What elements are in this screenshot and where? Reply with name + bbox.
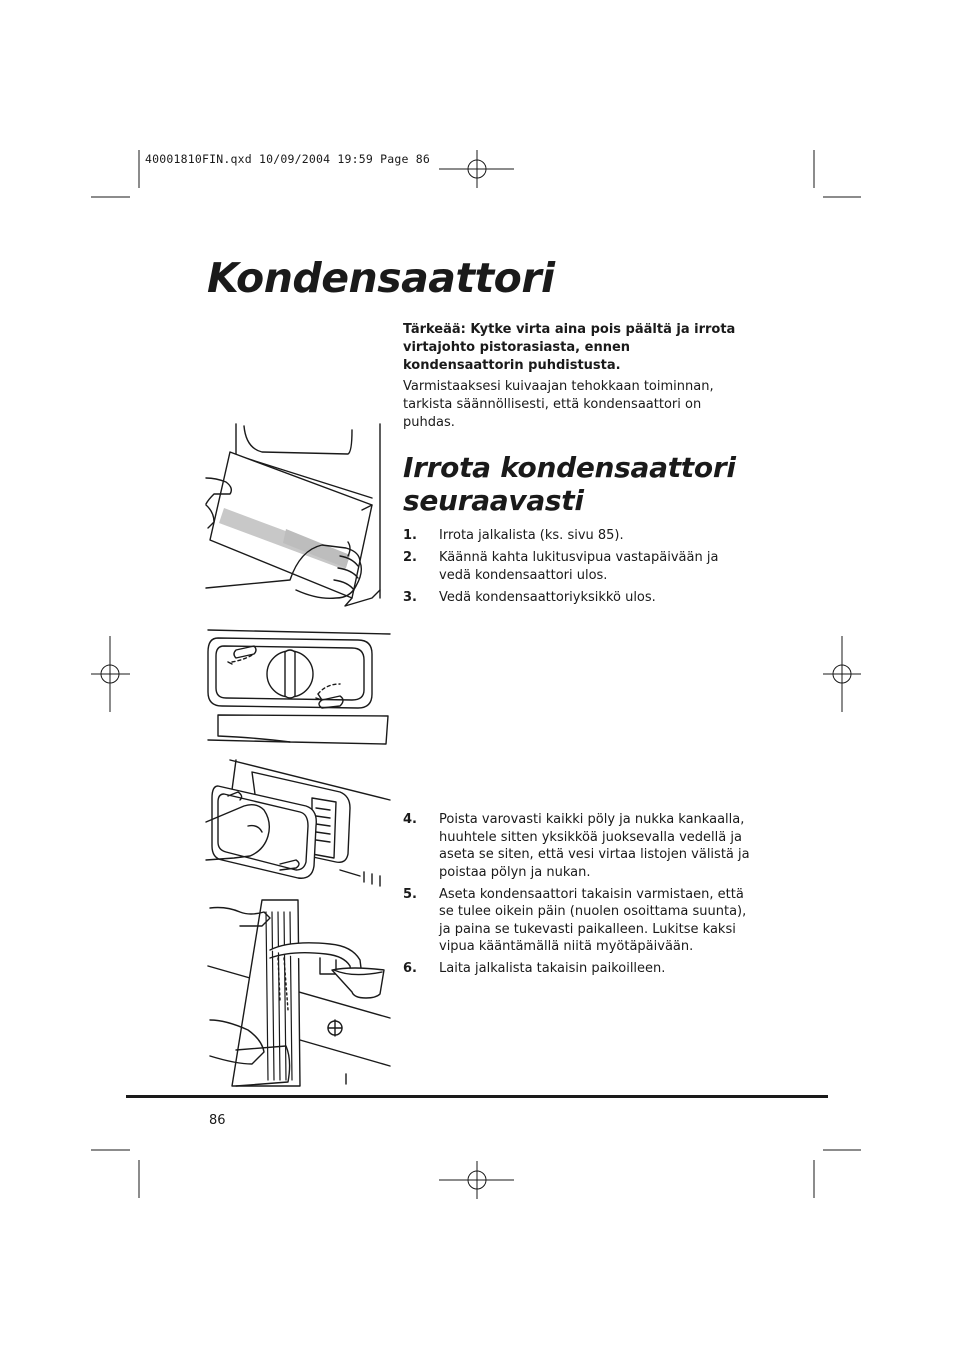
list-item bbox=[403, 811, 753, 881]
section-heading-line-1: Irrota kondensaattori bbox=[403, 451, 736, 484]
registration-mark-top bbox=[439, 150, 514, 188]
step-text: Irrota jalkalista (ks. sivu 85). bbox=[439, 528, 624, 543]
list-item bbox=[403, 960, 753, 978]
section-heading-line-2: seuraavasti bbox=[403, 484, 584, 517]
page-title: Kondensaattori bbox=[207, 254, 555, 302]
print-slug-line: 40001810FIN.qxd 10/09/2004 19:59 Page 86 bbox=[145, 152, 430, 166]
step-text: Aseta kondensaattori takaisin varmistaen, että se tulee oikein päin (nuolen osoittama suunta), ja paina se tukevasti paikalleen. Lukitse kaksi vipua kääntämällä niitä myötäpäivään. bbox=[439, 886, 747, 955]
illustration-pull-condenser bbox=[206, 760, 390, 886]
step-number: 4. bbox=[403, 812, 417, 827]
page-number: 86 bbox=[209, 1113, 226, 1128]
illustration-condenser-levers bbox=[208, 630, 390, 744]
registration-mark-right bbox=[823, 636, 861, 712]
step-number: 6. bbox=[403, 961, 417, 977]
steps-list-part-2 bbox=[403, 811, 753, 982]
step-number: 2. bbox=[403, 550, 417, 566]
step-text: Vedä kondensaattoriyksikkö ulos. bbox=[439, 589, 656, 605]
step-number: 5. bbox=[403, 886, 417, 902]
registration-mark-bottom bbox=[439, 1161, 514, 1199]
intro-paragraph: Varmistaaksesi kuivaajan tehokkaan toiminnan, tarkista säännöllisesti, että kondensaattori on puhdas. bbox=[403, 379, 714, 430]
step-text: Poista varovasti kaikki pöly ja nukka kankaalla, huuhtele sitten yksikköä juoksevalla vedellä ja aseta se siten, että vesi virtaa listojen välistä ja poistaa pölyn ja nukan. bbox=[439, 812, 750, 880]
step-number: 1. bbox=[403, 528, 417, 543]
steps-list-part-1 bbox=[403, 527, 753, 611]
step-text: Käännä kahta lukitusvipua vastapäivään ja vedä kondensaattori ulos. bbox=[439, 550, 719, 583]
list-item bbox=[403, 527, 753, 545]
list-item bbox=[403, 589, 753, 607]
warning-note: Tärkeää: Kytke virta aina pois päältä ja irrota virtajohto pistorasiasta, ennen kondensaattorin puhdistusta. bbox=[403, 322, 736, 373]
illustration-rinse-condenser bbox=[208, 900, 390, 1086]
illustration-remove-plinth bbox=[206, 424, 380, 606]
step-text: Laita jalkalista takaisin paikoilleen. bbox=[439, 961, 666, 977]
section-heading bbox=[403, 451, 803, 517]
step-number: 3. bbox=[403, 589, 417, 605]
footer-rule bbox=[126, 1095, 828, 1098]
list-item bbox=[403, 549, 753, 584]
list-item bbox=[403, 886, 753, 956]
registration-mark-left bbox=[91, 636, 130, 712]
